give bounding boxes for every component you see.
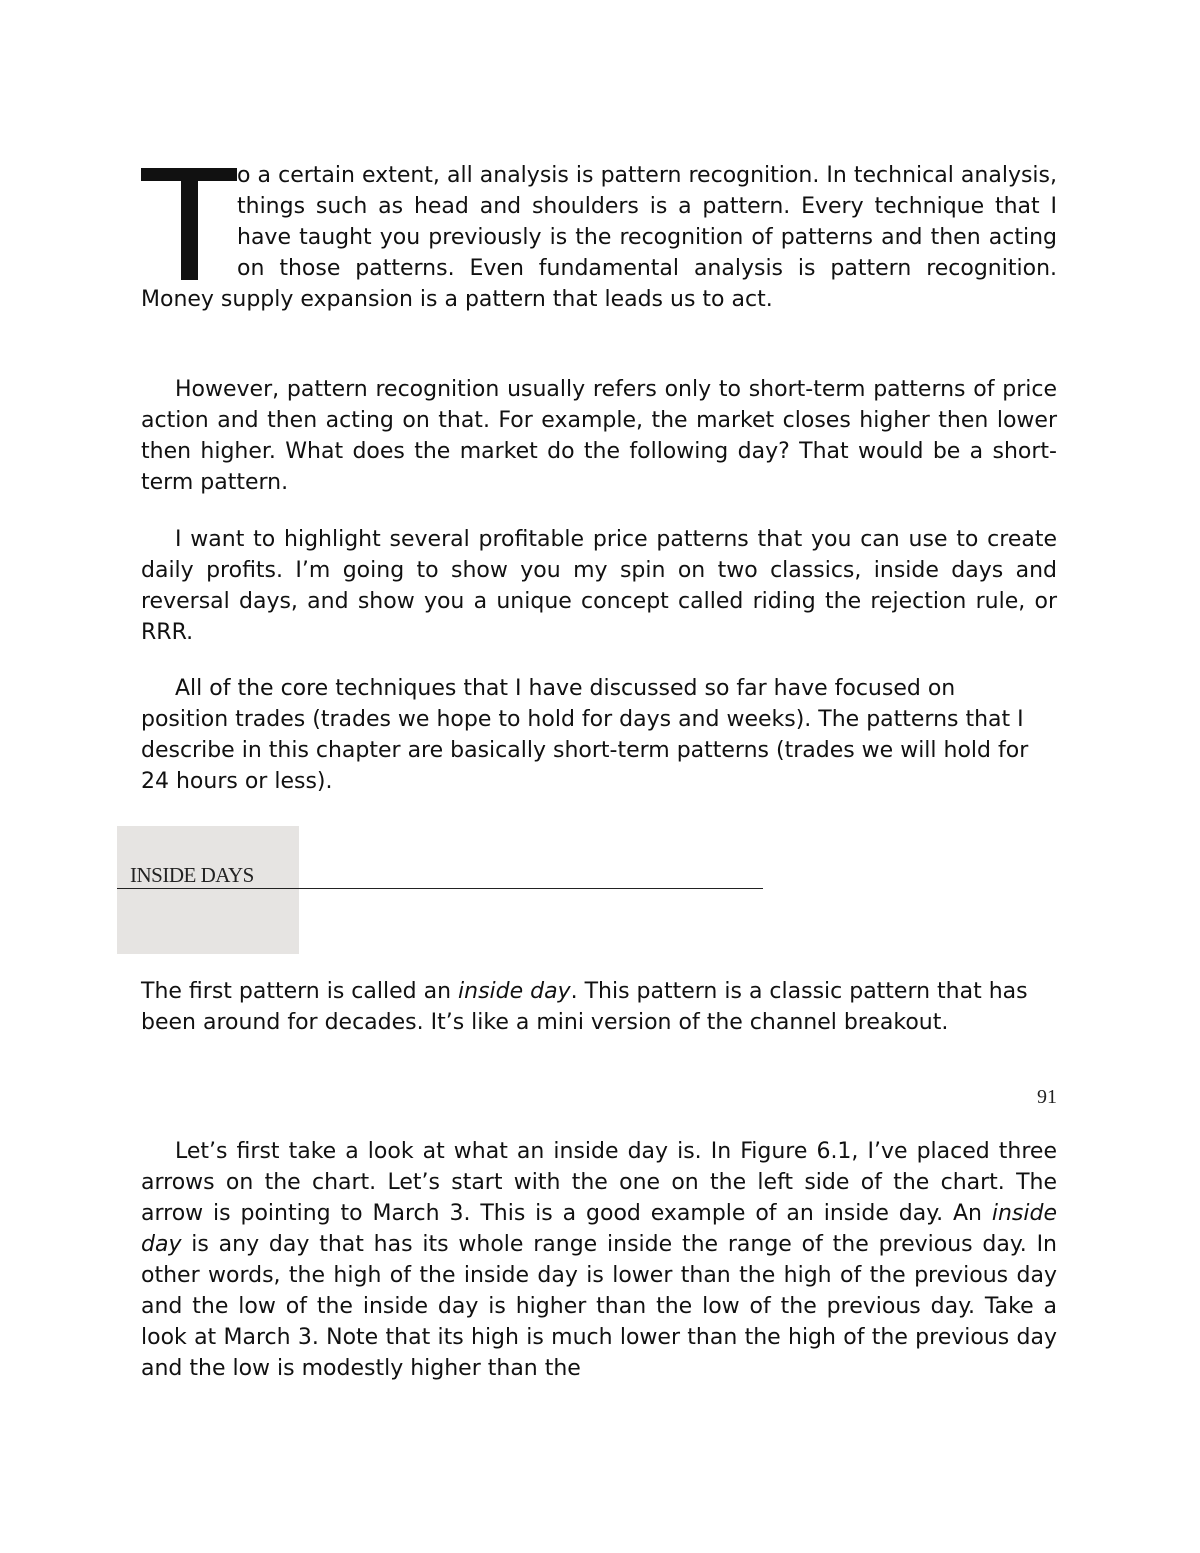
drop-cap-letter [141,160,142,161]
paragraph-6-text-a: Let’s first take a look at what an inside day is. In Figure 6.1, I’ve placed three arrows on the chart. Let’s start with the one on the left side of the chart. The arrow is pointing to March 3. This is a good example of an inside day. An [141,1139,1057,1226]
paragraph-6 [141,1136,1057,1384]
opening-paragraph [141,160,1057,315]
paragraph-1: o a certain extent, all analysis is pattern recognition. In technical analysis, things such as head and shoulders is a pattern. Every technique that I have taught you previously is the recognition of patterns and then acting on those patterns. Even fundamental analysis is pattern recognition. Money supply expansion is a pattern that leads us to act. [141,163,1057,312]
paragraph-6-italic: inside day [141,1201,1057,1257]
drop-cap-stem [181,168,198,280]
paragraph-5-text-b: . This pattern is a classic pattern that has been around for decades. It’s like a mini version of the channel breakout. [141,979,1028,1035]
paragraph-4: All of the core techniques that I have discussed so far have focused on position trades (trades we hope to hold for days and weeks). The patterns that I describe in this chapter are basically short-term patterns (trades we will hold for 24 hours or less). [141,676,1029,794]
paragraph-5 [141,976,1061,1038]
page-number: 91 [1037,1086,1057,1108]
section-heading: INSIDE DAYS [130,863,254,887]
paragraph-5-italic: inside day [458,979,571,1004]
drop-cap [141,160,237,284]
section-heading-box [117,826,299,954]
paragraph-5-text-a: The first pattern is called an [141,979,459,1004]
section-heading-rule [117,888,763,889]
paragraph-6-text-b: is any day that has its whole range inside the range of the previous day. In other words, the high of the inside day is lower than the high of the previous day and the low of the inside day is higher than the low of the previous day. Take a look at March 3. Note that its high is much lower than the high of the previous day and the low is modestly higher than the [141,1232,1057,1381]
paragraph-2: However, pattern recognition usually refers only to short-term patterns of price action and then acting on that. For example, the market closes higher then lower then higher. What does the market do the following day? That would be a short-term pattern. [141,377,1057,495]
paragraph-3: I want to highlight several profitable price patterns that you can use to create daily profits. I’m going to show you my spin on two classics, inside days and reversal days, and show you a unique concept called riding the rejection rule, or RRR. [141,527,1057,645]
